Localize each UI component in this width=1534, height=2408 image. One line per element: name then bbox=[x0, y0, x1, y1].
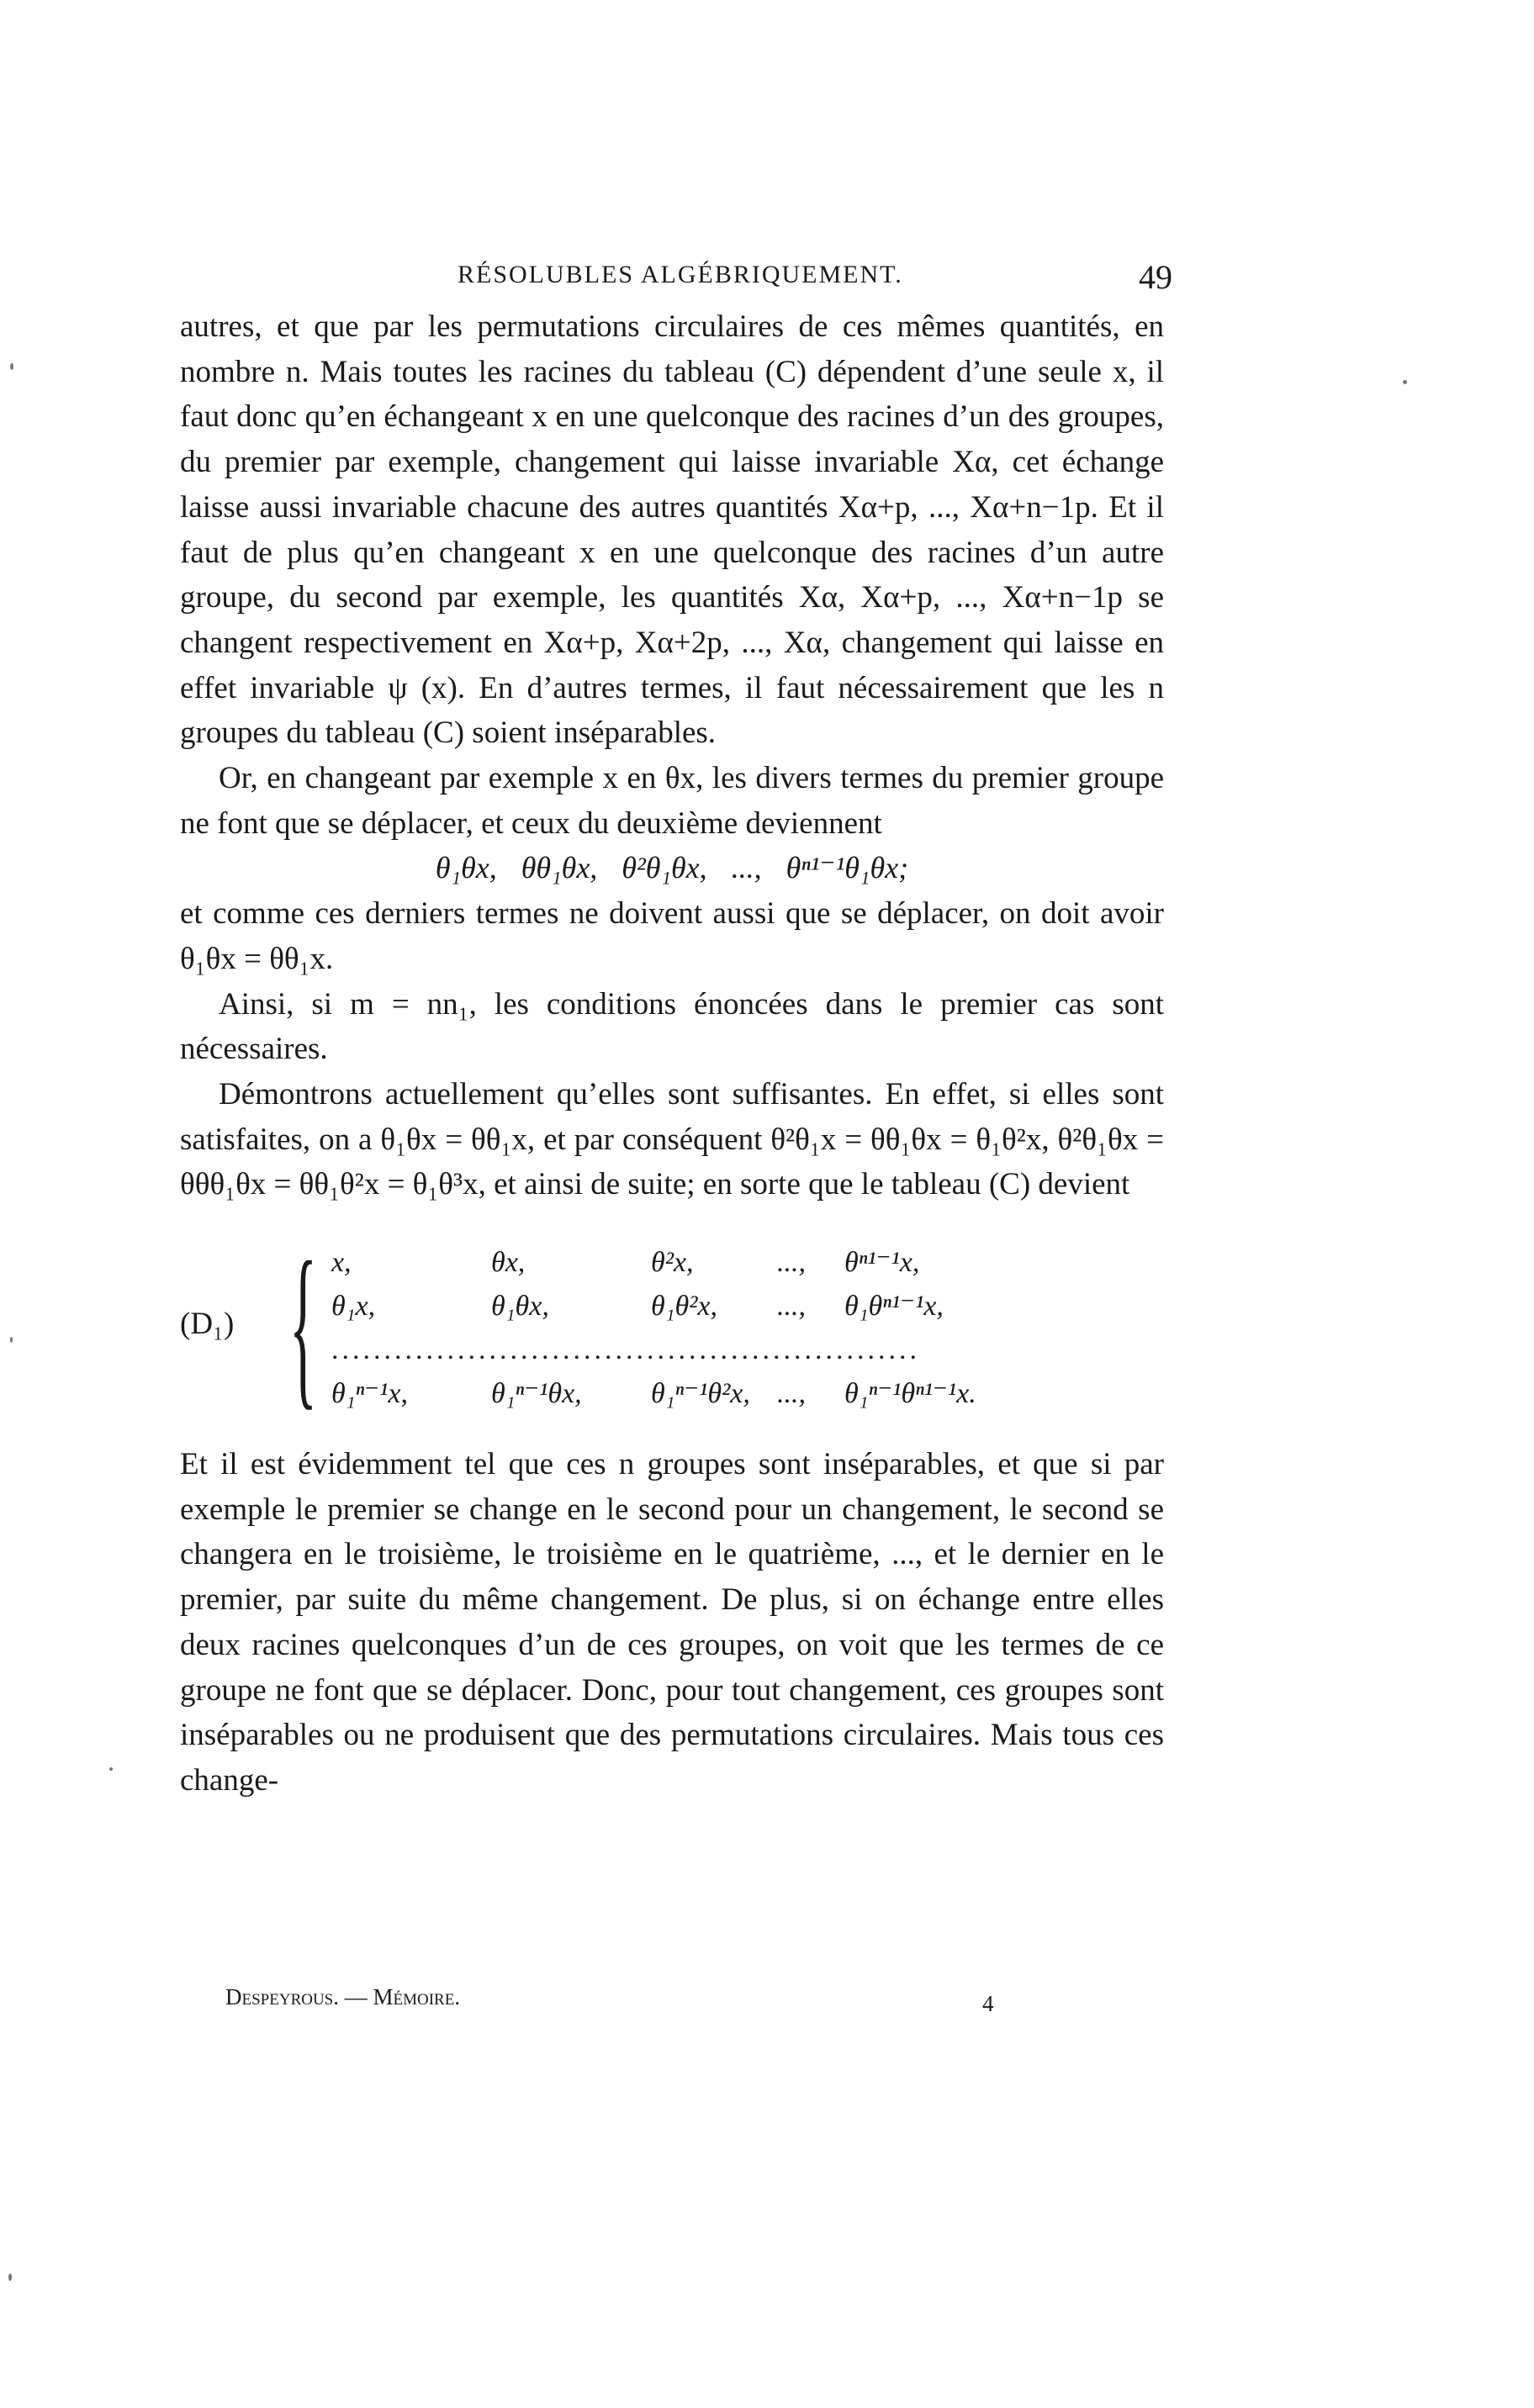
page-number: 49 bbox=[1139, 258, 1172, 296]
matrix-row bbox=[331, 1372, 1172, 1416]
matrix-d1 bbox=[180, 1224, 1164, 1426]
matrix-cell: ..., bbox=[777, 1291, 806, 1323]
body-text bbox=[180, 304, 1164, 1803]
display-equation: θ₁θx, θθ₁θx, θ²θ₁θx, ..., θⁿ¹⁻¹θ₁θx; bbox=[435, 851, 909, 885]
matrix-row bbox=[331, 1285, 1172, 1328]
signature-mark: 4 bbox=[982, 1991, 994, 2016]
paragraph-5: Démontrons actuellement qu’elles sont suffisantes. En effet, si elles sont satisfaites, on a θ₁θx = θθ₁x, et par conséquent θ²θ₁x = θθ₁θx = θ₁θ²x, θ²θ₁θx = θθθ₁θx = θθ₁θ²x = θ₁θ³x, et ainsi de suite; en sorte que le tableau (C) devient bbox=[180, 1076, 1164, 1202]
matrix-cell: θ₁θⁿ¹⁻¹x, bbox=[844, 1291, 944, 1323]
left-brace-icon: { bbox=[289, 1224, 318, 1426]
matrix-label: (D₁) bbox=[180, 1307, 235, 1342]
matrix-body bbox=[331, 1241, 1172, 1416]
matrix-cell: θ₁x, bbox=[331, 1291, 376, 1323]
matrix-dots: ........................................................ bbox=[331, 1334, 920, 1366]
matrix-row bbox=[331, 1241, 1172, 1285]
paragraph-3: et comme ces derniers termes ne doivent aussi que se déplacer, on doit avoir θ₁θx = θθ₁x. bbox=[180, 896, 1164, 976]
matrix-cell: θ₁ⁿ⁻¹θ²x, bbox=[651, 1378, 750, 1410]
matrix-cell: θⁿ¹⁻¹x, bbox=[844, 1247, 920, 1279]
scan-speck bbox=[10, 1337, 13, 1343]
scan-speck bbox=[109, 1767, 113, 1771]
page-header bbox=[180, 257, 1172, 299]
matrix-cell: θ₁θ²x, bbox=[651, 1291, 718, 1323]
page-footer bbox=[225, 1984, 1066, 2026]
matrix-cell: ..., bbox=[777, 1247, 806, 1279]
footer-author: Despeyrous. — Mémoire. bbox=[225, 1984, 461, 2009]
paragraph-1: autres, et que par les permutations circulaires de ces mêmes quantités, en nombre n. Mais toutes les racines du tableau (C) dépendent d’une seule x, il faut donc qu’en échangeant x en une quelconque des racines d’un des groupes, du premier par exemple, changement qui laisse invariable Xα, cet échange laisse aussi invariable chacune des autres quantités Xα+p, ..., Xα+n−1p. Et il faut de plus qu’en changeant x en une quelconque des racines d’un autre groupe, du second par exemple, les quantités Xα, Xα+p, ..., Xα+n−1p se changent respectivement en Xα+p, Xα+2p, ..., Xα, changement qui laisse en effet invariable ψ (x). En d’autres termes, il faut nécessairement que les n groupes du tableau (C) soient inséparables. bbox=[180, 309, 1164, 751]
paragraph-6: Et il est évidemment tel que ces n groupes sont inséparables, et que si par exemple le premier se change en le second pour un changement, le second se changera en le troisième, le troisième en le quatrième, ..., et le dernier en le premier, par suite du même changement. De plus, si on échange entre elles deux racines quelconques d’un de ces groupes, on voit que les termes de ce groupe ne font que se déplacer. Donc, pour tout changement, ces groupes sont inséparables ou ne produisent que des permutations circulaires. Mais tous ces change- bbox=[180, 1447, 1164, 1798]
matrix-cell: x, bbox=[331, 1247, 352, 1279]
scan-speck bbox=[10, 363, 13, 370]
matrix-cell: θ₁θx, bbox=[491, 1291, 549, 1323]
matrix-cell: θx, bbox=[491, 1247, 526, 1279]
running-title: RÉSOLUBLES ALGÉBRIQUEMENT. bbox=[458, 261, 903, 288]
paragraph-2: Or, en changeant par exemple x en θx, les divers termes du premier groupe ne font que se déplacer, et ceux du deuxième deviennent bbox=[180, 761, 1164, 841]
matrix-cell: θ₁ⁿ⁻¹θⁿ¹⁻¹x. bbox=[844, 1378, 976, 1410]
matrix-cell: θ²x, bbox=[651, 1247, 694, 1279]
matrix-cell: ..., bbox=[777, 1378, 806, 1410]
scan-speck bbox=[1403, 380, 1407, 384]
matrix-cell: θ₁ⁿ⁻¹θx, bbox=[491, 1378, 582, 1410]
scan-speck bbox=[8, 2273, 12, 2281]
paragraph-4: Ainsi, si m = nn₁, les conditions énoncées dans le premier cas sont nécessaires. bbox=[180, 986, 1164, 1067]
matrix-cell: θ₁ⁿ⁻¹x, bbox=[331, 1378, 408, 1410]
